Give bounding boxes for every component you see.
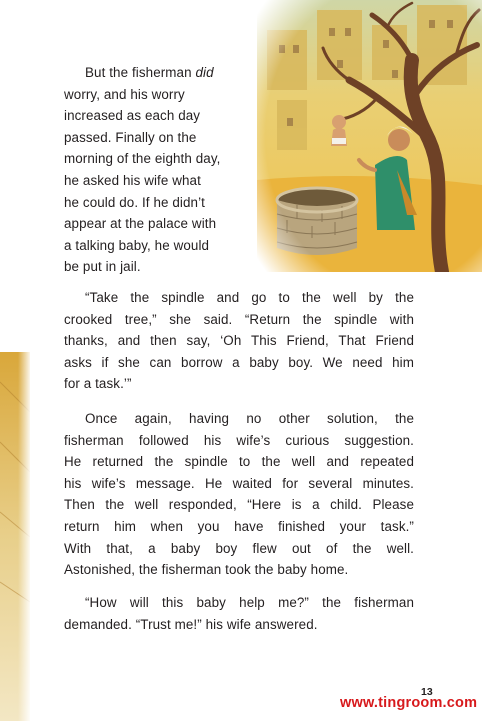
story-paragraph-1 [64, 62, 220, 278]
paragraph-1-line: he could do. If he didn’t [64, 194, 205, 210]
paragraph-1-line: increased as each day [64, 108, 201, 124]
paragraph-1-line: passed. Finally on the [64, 129, 197, 145]
side-texture-illustration [0, 352, 30, 721]
paragraph-1-line: appear at the palace with [64, 216, 217, 232]
paragraph-4-line: demanded. “Trust me!” his wife answered. [64, 616, 318, 632]
paragraph-3-line: With that, a baby boy flew out of the well. [64, 540, 414, 556]
paragraph-3-line: fisherman followed his wife’s curious suggestion. [64, 432, 414, 448]
paragraph-3-line: Then the well responded, “Here is a child. Please [64, 497, 414, 513]
decorative-side-strip [0, 352, 30, 721]
paragraph-1-line: a talking baby, he would [64, 237, 210, 253]
paragraph-3-line: He returned the spindle to the well and repeated [64, 454, 414, 470]
well-and-tree-illustration [257, 0, 482, 272]
paragraph-1-line-1 [64, 62, 220, 84]
paragraph-2-line: for a task.’” [64, 376, 132, 392]
story-paragraph-2 [64, 287, 414, 395]
paragraph-3-line: Astonished, the fisherman took the baby home. [64, 562, 349, 578]
page-number: 13 [421, 686, 433, 698]
paragraph-1-line-1-text: But the fisherman [85, 65, 196, 80]
paragraph-3-line: return him when you have finished your task.” [64, 518, 414, 534]
story-paragraph-3 [64, 408, 414, 581]
paragraph-2-line: thanks, and then say, ‘Oh This Friend, That Friend [64, 333, 414, 349]
paragraph-1-line: be put in jail. [64, 259, 141, 275]
paragraph-1-line: worry, and his worry [64, 86, 185, 102]
paragraph-4-line: “How will this baby help me?” the fisherman [85, 595, 414, 610]
paragraph-2-line: crooked tree,” she said. “Return the spindle with [64, 311, 414, 327]
paragraph-2-line: asks if she can borrow a baby boy. We need him [64, 354, 414, 370]
emphasis-did: did [195, 65, 214, 80]
watermark: www.tingroom.com [340, 695, 478, 711]
story-paragraph-4 [64, 592, 414, 635]
paragraph-1-line: he asked his wife what [64, 172, 201, 188]
paragraph-2-line: “Take the spindle and go to the well by the [85, 290, 414, 305]
paragraph-3-line: Once again, having no other solution, the [85, 411, 414, 426]
paragraph-1-line: morning of the eighth day, [64, 151, 221, 167]
story-illustration [257, 0, 482, 272]
paragraph-3-line: his wife’s message. He waited for several minutes. [64, 475, 414, 491]
